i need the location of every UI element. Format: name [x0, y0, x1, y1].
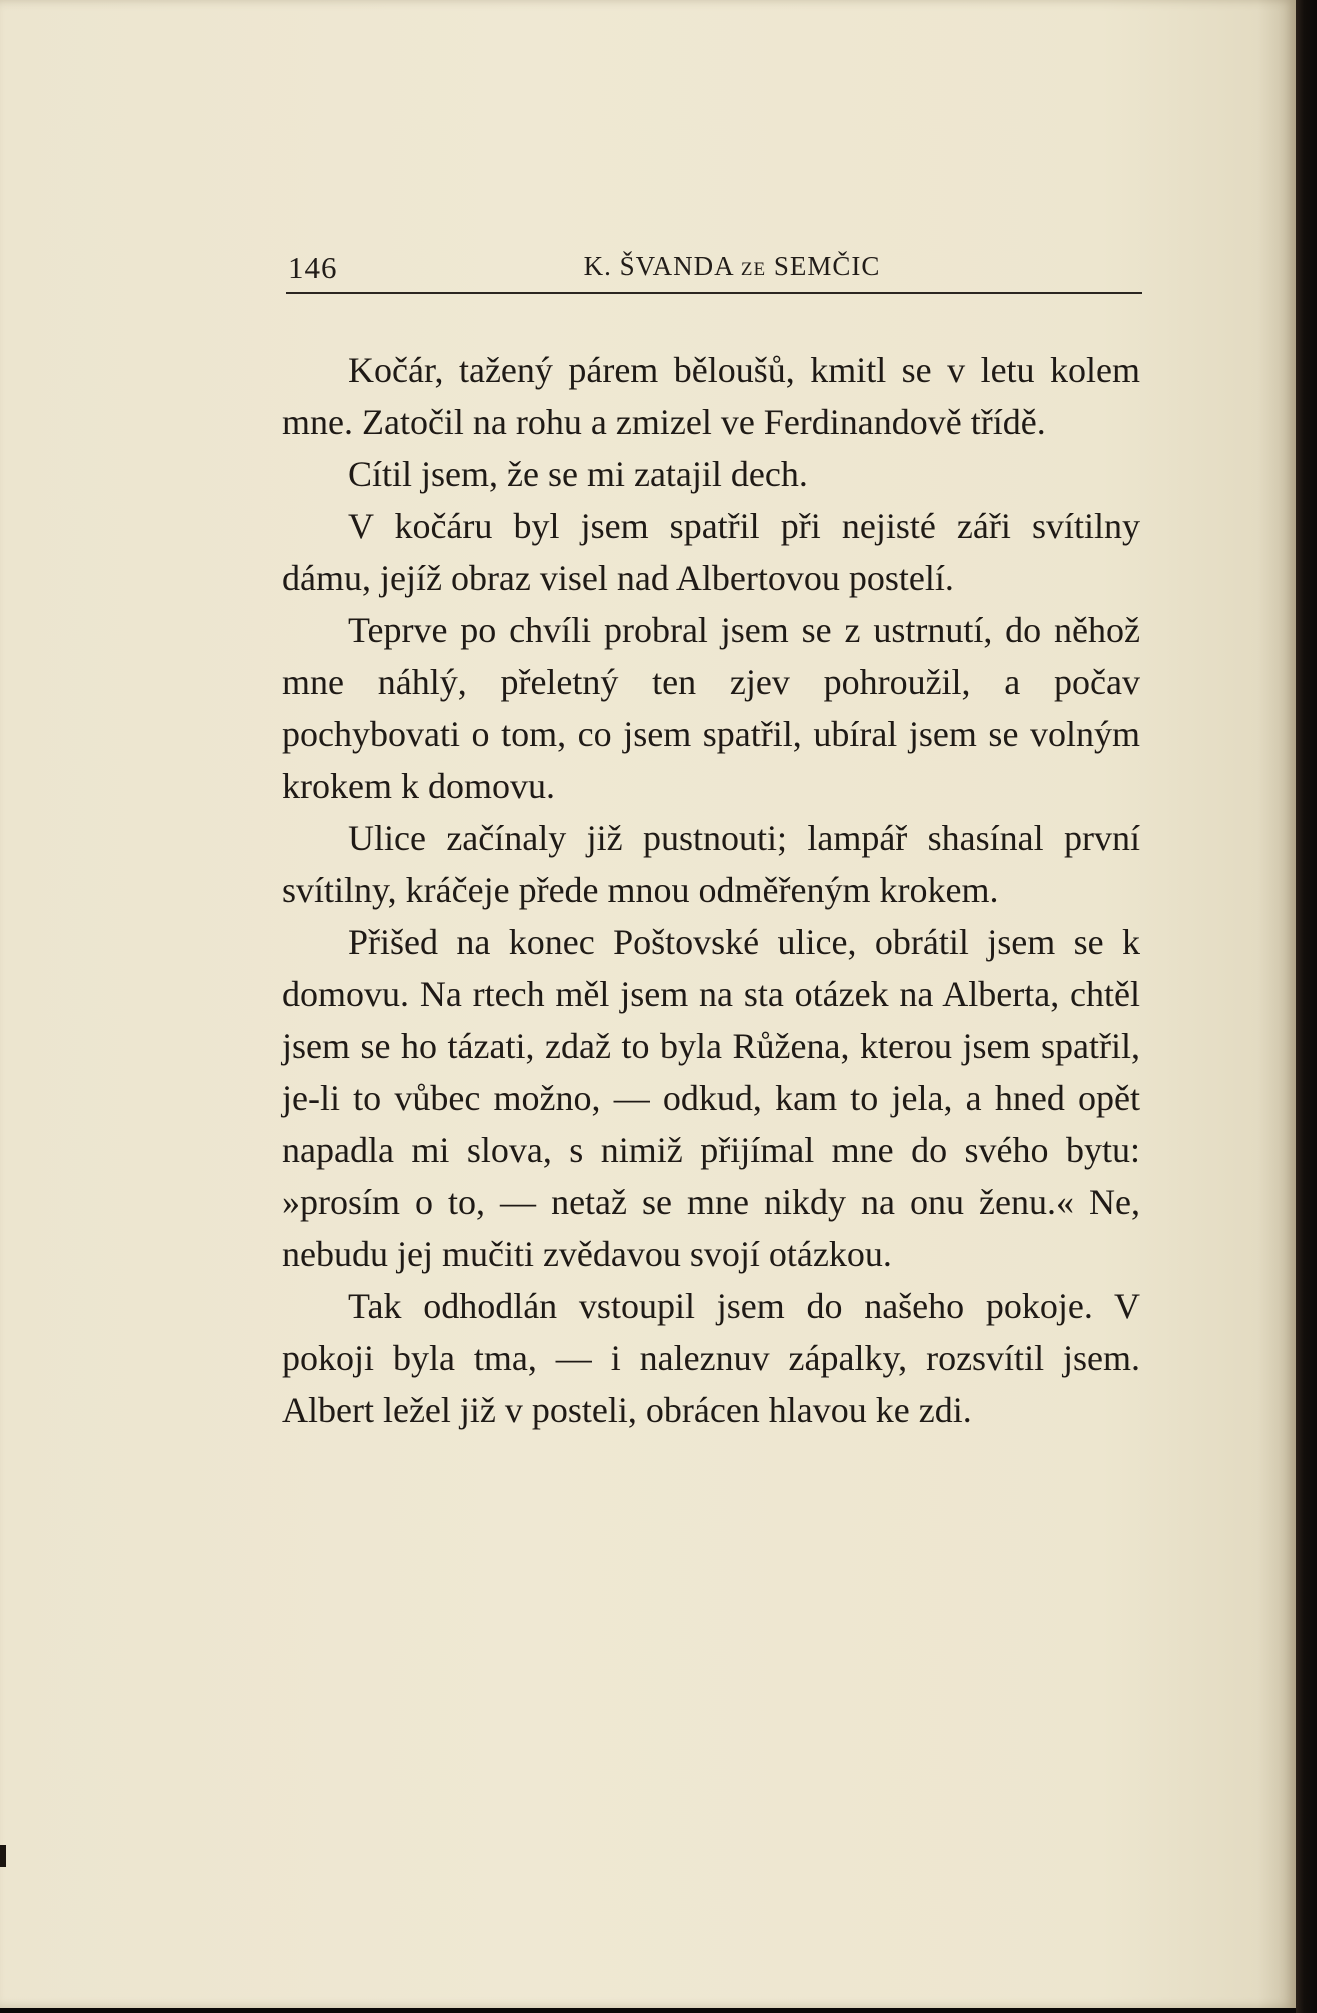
page-header	[286, 246, 1142, 294]
paragraph: Přišed na konec Poštovské ulice, obrátil jsem se k domovu. Na rtech měl jsem na sta otázek na Alberta, chtěl jsem se ho tázati, zdaž to byla Růžena, kterou jsem spatřil, je-li to vůbec možno, — odkud, kam to jela, a hned opět napadla mi slova, s nimiž přijímal mne do svého bytu: »prosím o to, — netaž se mne nikdy na onu ženu.« Ne, nebudu jej mučiti zvědavou svojí otázkou.	[282, 922, 1140, 1274]
margin-mark	[0, 1845, 6, 1867]
paragraph: Kočár, tažený párem běloušů, kmitl se v letu kolem mne. Zatočil na rohu a zmizel ve Ferdinandově třídě.	[282, 350, 1140, 442]
paragraph: V kočáru byl jsem spatřil při nejisté záři svítilny dámu, jejíž obraz visel nad Albertovou postelí.	[282, 506, 1140, 598]
paragraph: Cítil jsem, že se mi zatajil dech.	[348, 454, 808, 494]
page-number: 146	[288, 250, 338, 285]
body-text	[282, 344, 1140, 1436]
paragraph: Teprve po chvíli probral jsem se z ustrnutí, do něhož mne náhlý, přeletný ten zjev pohroužil, a počav pochybovati o tom, co jsem spatřil, ubíral jsem se volným krokem k domovu.	[282, 610, 1140, 806]
running-head: K. ŠVANDA ze SEMČIC	[583, 251, 881, 281]
paragraph: Ulice začínaly již pustnouti; lampář shasínal první svítilny, kráčeje přede mnou odměřeným krokem.	[282, 818, 1140, 910]
book-spine-edge	[1296, 0, 1317, 2013]
paragraph: Tak odhodlán vstoupil jsem do našeho pokoje. V pokoji byla tma, — i naleznuv zápalky, rozsvítil jsem. Albert ležel již v posteli, obrácen hlavou ke zdi.	[282, 1286, 1140, 1430]
